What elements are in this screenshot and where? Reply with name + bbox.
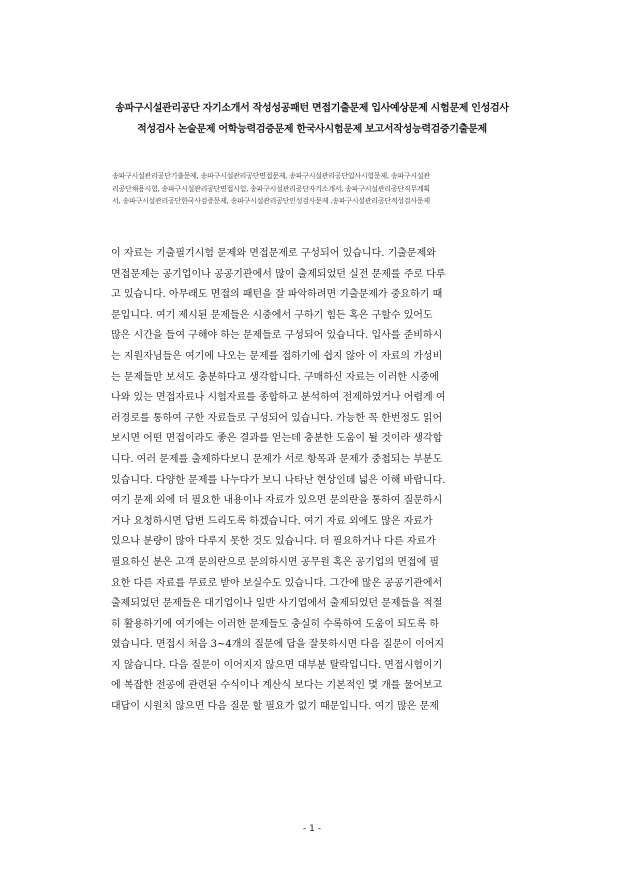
keyword-line: 리공단채용시험, 송파구시설관리공단면접시험, 송파구시설관리공단자기소개서, 송파구시설관리공단직무계획 xyxy=(112,184,430,193)
body-text xyxy=(111,244,523,718)
body-line: 니다. 여러 문제를 출제하다보니 문제가 서로 항목과 문제가 중첩되는 부분도 xyxy=(111,453,443,465)
body-line: 보시면 어떤 면접이라도 좋은 결과를 얻는데 충분한 도움이 될 것이라 생각합 xyxy=(111,433,443,445)
body-line: 이 자료는 기출필기시험 문제와 면접문제로 구성되어 있습니다. 기출문제와 xyxy=(111,248,436,259)
title-line-2: 적성검사 논술문제 어학능력검증문제 한국사시험문제 보고서작성능력검증기출문제 xyxy=(137,124,487,135)
body-line: 면접문제는 공기업이나 공공기관에서 많이 출제되었던 실전 문제를 주로 다루 xyxy=(111,268,446,280)
body-line: 히 활용하기에 여기에는 이러한 문제들도 충실히 수록하여 도움이 되도록 하 xyxy=(111,618,440,630)
body-line: 는 문제들만 보셔도 충분하다고 생각합니다. 구매하신 자료는 이러한 시중에 xyxy=(111,371,440,383)
document-title xyxy=(60,98,564,140)
keyword-line: 송파구시설관리공단기출문제, 송파구시설관리공단면접문제, 송파구시설관리공단입사시험문제, 송파구시설관 xyxy=(112,172,430,180)
body-line: 많은 시간을 들여 구해야 하는 문제들로 구성되어 있습니다. 입사를 준비하시 xyxy=(111,330,443,342)
page-number: - 1 - xyxy=(303,824,321,834)
body-line: 에 복잡한 전공에 관련된 수식이나 계산식 보다는 기본적인 몇 개를 물어보고 xyxy=(111,680,443,692)
body-line: 고 있습니다. 아무래도 면접의 패턴을 잘 파악하려면 기출문제가 중요하기 때 xyxy=(111,289,443,301)
body-line: 필요하신 분은 고객 문의란으로 문의하시면 공무원 혹은 공기업의 면접에 필 xyxy=(111,556,440,568)
keyword-line: 서, 송파구시설관리공단한국사검증문제, 송파구시설관리공단인성검사문제 ,송파구시설관리공단적성검사문제 xyxy=(112,197,430,205)
body-line: 지 않습니다. 다음 질문이 이어지지 않으면 대부분 탈락입니다. 면접시험이기 xyxy=(111,659,443,671)
body-line: 러경로를 통하여 구한 자료들로 구성되어 있습니다. 가능한 꼭 한번정도 읽어 xyxy=(111,412,443,424)
body-line: 출제되었던 문제들은 대기업이나 일반 사기업에서 출제되었던 문제들을 적절 xyxy=(111,598,443,610)
title-line-1: 송파구시설관리공단 자기소개서 작성성공패턴 면접기출문제 입사예상문제 시험문제 인성검사 xyxy=(115,103,509,114)
keyword-list xyxy=(112,170,520,208)
body-line: 나와 있는 면접자료나 시험자료를 종합하고 분석하여 전제하였거나 어렵게 여 xyxy=(111,392,446,404)
body-line: 문입니다. 여기 제시된 문제들은 시중에서 구하기 힘든 혹은 구할수 있어도 xyxy=(111,309,433,321)
body-line: 였습니다. 면접시 처음 3~4개의 질문에 답을 잘못하시면 다음 질문이 이어지 xyxy=(111,639,445,651)
body-line: 있으나 분량이 많아 다루지 못한 것도 있습니다. 더 필요하거나 다른 자료가 xyxy=(111,536,436,548)
body-line: 여기 문제 외에 더 필요한 내용이나 자료가 있으면 문의란을 통하여 질문하시 xyxy=(111,495,443,507)
body-line: 있습니다. 다양한 문제를 나누다가 보니 나타난 현상인데 넓은 이해 바랍니다. xyxy=(111,474,446,486)
body-line: 요한 다른 자료를 무료로 받아 보실수도 있습니다. 그간에 많은 공공기관에서 xyxy=(111,577,443,589)
body-line: 거나 요청하시면 답변 드리도록 하겠습니다. 여기 자료 외에도 많은 자료가 xyxy=(111,515,433,527)
body-line: 는 지원자님들은 여기에 나오는 문제를 접하기에 쉽지 않아 이 자료의 가성비 xyxy=(111,350,443,362)
body-line: 대답이 시원치 않으면 다음 질문 할 필요가 없기 때문입니다. 여기 많은 문제 xyxy=(111,701,439,713)
